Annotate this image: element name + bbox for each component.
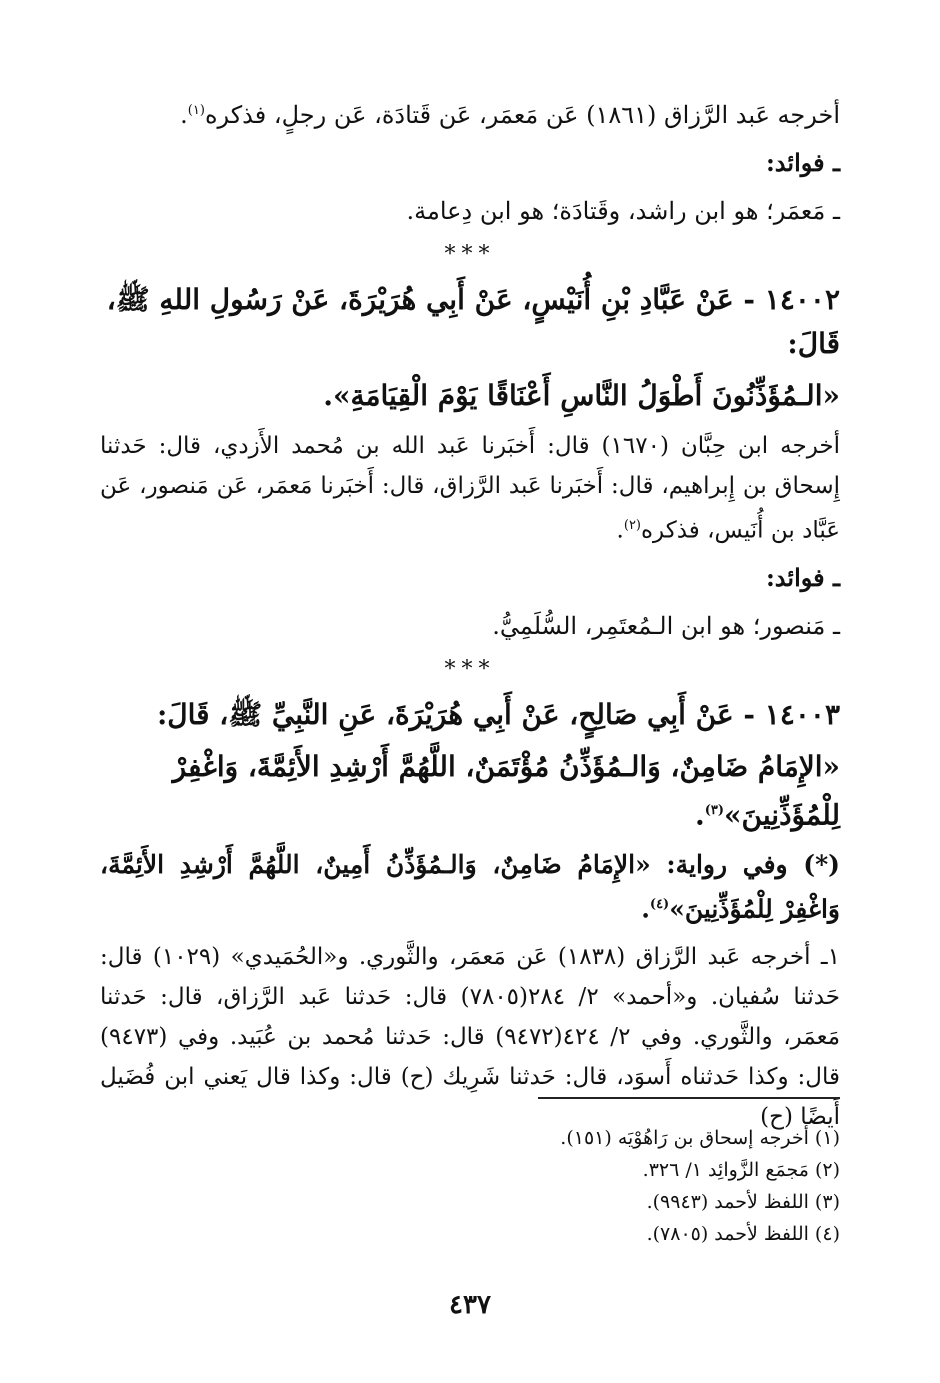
paragraph-text: أخرجه عَبد الرَّزاق (١٨٦١) عَن مَعمَر، عَن قَتادَة، عَن رجلٍ، فذكره xyxy=(204,101,840,129)
footnote-1: (١) أخرجه إسحاق بن رَاهُوْيَه (١٥١). xyxy=(560,1127,840,1149)
paragraph-takhrij-1: أخرجه عَبد الرَّزاق (١٨٦١) عَن مَعمَر، عَن قَتادَة، عَن رجلٍ، فذكره$^{(١)}$. xyxy=(180,101,840,129)
footnote-4: (٤) اللفظ لأحمد (٧٨٠٥). xyxy=(646,1223,840,1245)
separator-stars: *** xyxy=(444,656,496,682)
fawaid-note: ـ مَعمَر؛ هو ابن راشد، وقَتادَة؛ هو ابن دِعامة. xyxy=(406,197,840,225)
footnote-3: (٣) اللفظ لأحمد (٩٩٤٣). xyxy=(646,1191,840,1213)
paragraph-takhrij-3: ١ـ أخرجه عَبد الرَّزاق (١٨٣٨) عَن مَعمَر، والثَّوري. و«الحُمَيدي» (١٠٢٩) قال: حَدثنا سُفيان. و«أحمد» ٢/ ٢٨٤(٧٨٠٥) قال: حَدثنا عَبد الرَّزاق، قال: حَدثنا مَعمَر، والثَّوري. وفي ٢/ ٤٢٤(٩٤٧٢) قال: حَدثنا مُحمد بن عُبَيد. وفي (٩٤٧٣) قال: وكذا حَدثناه أَسوَد، قال: حَدثنا شَرِيك (ح) قال: وكذا قال يَعني ابن فُضَيل أَيضًا (ح) xyxy=(100,944,841,1131)
separator-stars: *** xyxy=(444,242,496,267)
hadith-text: «الإِمَامُ ضَامِنٌ، وَالـمُؤَذِّنُ مُؤْتَمَنٌ، اللَّهُمَّ أَرْشِدِ الأَئِمَّةَ، وَاغْفِرْ لِلْمُؤَذِّنِينَ»$^{(٣)}$. xyxy=(172,749,840,831)
hadith-text-body: «الإِمَامُ ضَامِنٌ، وَالـمُؤَذِّنُ مُؤْتَمَنٌ، اللَّهُمَّ أَرْشِدِ الأَئِمَّةَ، وَاغْفِرْ لِلْمُؤَذِّنِينَ» xyxy=(172,749,840,831)
variant-narration: (*) وفي رواية: «الإِمَامُ ضَامِنٌ، وَالـمُؤَذِّنُ أَمِينٌ، اللَّهُمَّ أَرْشِدِ الأَئِمَّةَ، وَاغْفِرْ لِلْمُؤَذِّنِينَ»$^{(٤)}$. xyxy=(100,849,840,924)
fawaid-note: ـ مَنصور؛ هو ابن الـمُعتَمِر، السُّلَمِيُّ. xyxy=(492,611,840,640)
footnote-ref[interactable]: (٣) xyxy=(704,802,725,818)
paragraph-text: أخرجه ابن حِبَّان (١٦٧٠) قال: أَخبَرنا عَبد الله بن مُحمد الأَزدي، قال: حَدثنا إِسحاق بن إِبراهيم، قال: أَخبَرنا عَبد الرَّزاق، قال: أَخبَرنا مَعمَر، عَن مَنصور، عَن عَبَّاد بن أُنَيس، فذكره xyxy=(100,433,840,544)
footnote-2: (٢) مَجمَع الزَّوائِد ١/ ٣٢٦. xyxy=(642,1159,840,1181)
footnote-ref[interactable]: (١) xyxy=(187,103,205,118)
hadith-heading: ١٤٠٠٣ - عَنْ أَبِي صَالِحٍ، عَنْ أَبِي هُرَيْرَةَ، عَنِ النَّبِيِّ ﷺ، قَالَ: xyxy=(156,697,840,731)
paragraph-takhrij-2: أخرجه ابن حِبَّان (١٦٧٠) قال: أَخبَرنا عَبد الله بن مُحمد الأَزدي، قال: حَدثنا إِسحاق بن إِبراهيم، قال: أَخبَرنا عَبد الرَّزاق، قال: أَخبَرنا مَعمَر، عَن مَنصور، عَن عَبَّاد بن أُنَيس، فذكره$^{(٢)}$. xyxy=(100,433,840,544)
hadith-text: «الـمُؤَذِّنُونَ أَطْوَلُ النَّاسِ أَعْنَاقًا يَوْمَ الْقِيَامَةِ». xyxy=(323,379,840,412)
footnote-divider xyxy=(538,1097,840,1099)
variant-text: (*) وفي رواية: «الإِمَامُ ضَامِنٌ، وَالـمُؤَذِّنُ أَمِينٌ، اللَّهُمَّ أَرْشِدِ الأَئِمَّةَ، وَاغْفِرْ لِلْمُؤَذِّنِينَ» xyxy=(100,849,840,924)
section-heading-fawaid: ـ فوائد: xyxy=(765,148,840,177)
footnote-ref[interactable]: (٢) xyxy=(623,518,641,533)
page-number: ٤٣٧ xyxy=(449,1290,491,1320)
footnote-ref[interactable]: (٤) xyxy=(649,896,670,912)
hadith-heading: ١٤٠٠٢ - عَنْ عَبَّادِ بْنِ أُنَيْسٍ، عَنْ أَبِي هُرَيْرَةَ، عَنْ رَسُولِ اللهِ ﷺ، قَالَ: xyxy=(106,283,840,360)
main-text xyxy=(100,92,840,1145)
footnotes xyxy=(300,1122,840,1250)
section-heading-fawaid: ـ فوائد: xyxy=(765,562,840,592)
